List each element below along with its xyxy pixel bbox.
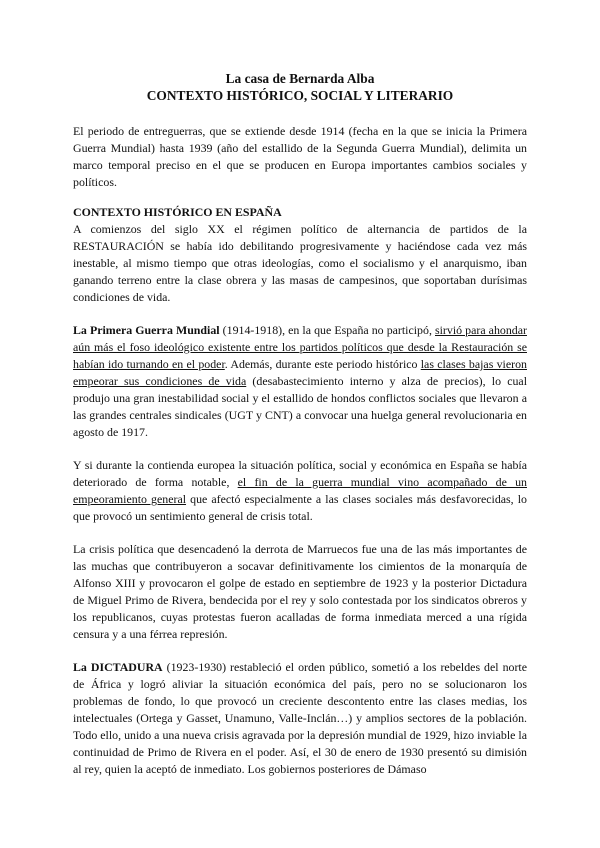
text-span: Y si durante la contienda europea la situación política, social y económica en España se había deteriorado de forma notable, xyxy=(73,458,527,489)
paragraph-crisis-marruecos: La crisis política que desencadenó la derrota de Marruecos fue una de las más importantes de las muchas que contribuyeron a socavar definitivamente los cimientos de la monarquía de Alfonso XIII y provocaron el golpe de estado en septiembre de 1923 y la posterior Dictadura de Miguel Primo de Rivera, bendecida por el rey y solo contestada por los sindicatos obreros y los republicanos, cuyas protestas fueron acalladas de forma inmediata merced a una rígida censura y a una férrea represión. xyxy=(73,542,527,641)
paragraph-restauracion: A comienzos del siglo XX el régimen político de alternancia de partidos de la RESTAURACIÓN se había ido debilitando progresivamente y haciéndose cada vez más inestable, al mismo tiempo que otras ideologías, como el socialismo y el anarquismo, iban ganando terreno entre la clase obrera y las masas de campesinos, que soportaban durísimas condiciones de vida. xyxy=(73,222,527,304)
text-span: (desabastecimiento interno y alza de precios), lo cual produjo una gran inestabilidad social y el estallido de hondos conflictos sociales que llevaron a las grandes centrales sindicales (UGT y CNT) a convocar una huelga general revolucionaria en agosto de 1917. xyxy=(73,374,527,439)
section-heading: CONTEXTO HISTÓRICO EN ESPAÑA xyxy=(73,205,282,219)
text-span: (1923-1930) restableció el orden público, sometió a los rebeldes del norte de África y logró aliviar la situación económica del país, pero no se solucionaron los problemas de fondo, lo que provocó un creciente descontento entre las clases medias, los intelectuales (Ortega y Gasset, Unamuno, Valle-Inclán…) y amplios sectores de la población. Todo ello, unido a una nueva crisis agravada por la depresión mundial de 1929, hizo inviable la continuidad de Primo de Rivera en el poder. Así, el 30 de enero de 1930 presentó su dimisión al rey, quien la aceptó de inmediato. Los gobiernos posteriores de Dámaso xyxy=(73,660,527,776)
bold-term: La Primera Guerra Mundial xyxy=(73,323,220,337)
underlined-text: sirvió para ahondar aún más el foso ideológico existente entre los partidos políticos que desde la Restauración se habían ido turnando en el poder xyxy=(73,323,527,371)
paragraph-posguerra xyxy=(73,457,527,525)
paragraph-dictadura xyxy=(73,659,527,778)
text-span: (1914-1918), en la que España no participó, xyxy=(219,323,435,337)
document-subtitle: CONTEXTO HISTÓRICO, SOCIAL Y LITERARIO xyxy=(146,88,454,103)
intro-paragraph: El periodo de entreguerras, que se extiende desde 1914 (fecha en la que se inicia la Primera Guerra Mundial) hasta 1939 (año del estallido de la Segunda Guerra Mundial), delimita un marco temporal preciso en el que se producen en Europa importantes cambios sociales y políticos. xyxy=(73,124,527,189)
text-span: . Además, durante este periodo histórico xyxy=(224,357,421,371)
document-title: La casa de Bernarda Alba xyxy=(225,71,375,86)
underlined-text: el fin de la guerra mundial vino acompañado de un empeoramiento general xyxy=(73,475,527,506)
bold-term: La DICTADURA xyxy=(73,660,163,674)
text-span: que afectó especialmente a las clases sociales más desfavorecidas, lo que provocó un sentimiento general de crisis total. xyxy=(73,492,527,523)
underlined-text: las clases bajas vieron empeorar sus condiciones de vida xyxy=(73,357,527,388)
paragraph-primera-guerra xyxy=(73,322,527,441)
